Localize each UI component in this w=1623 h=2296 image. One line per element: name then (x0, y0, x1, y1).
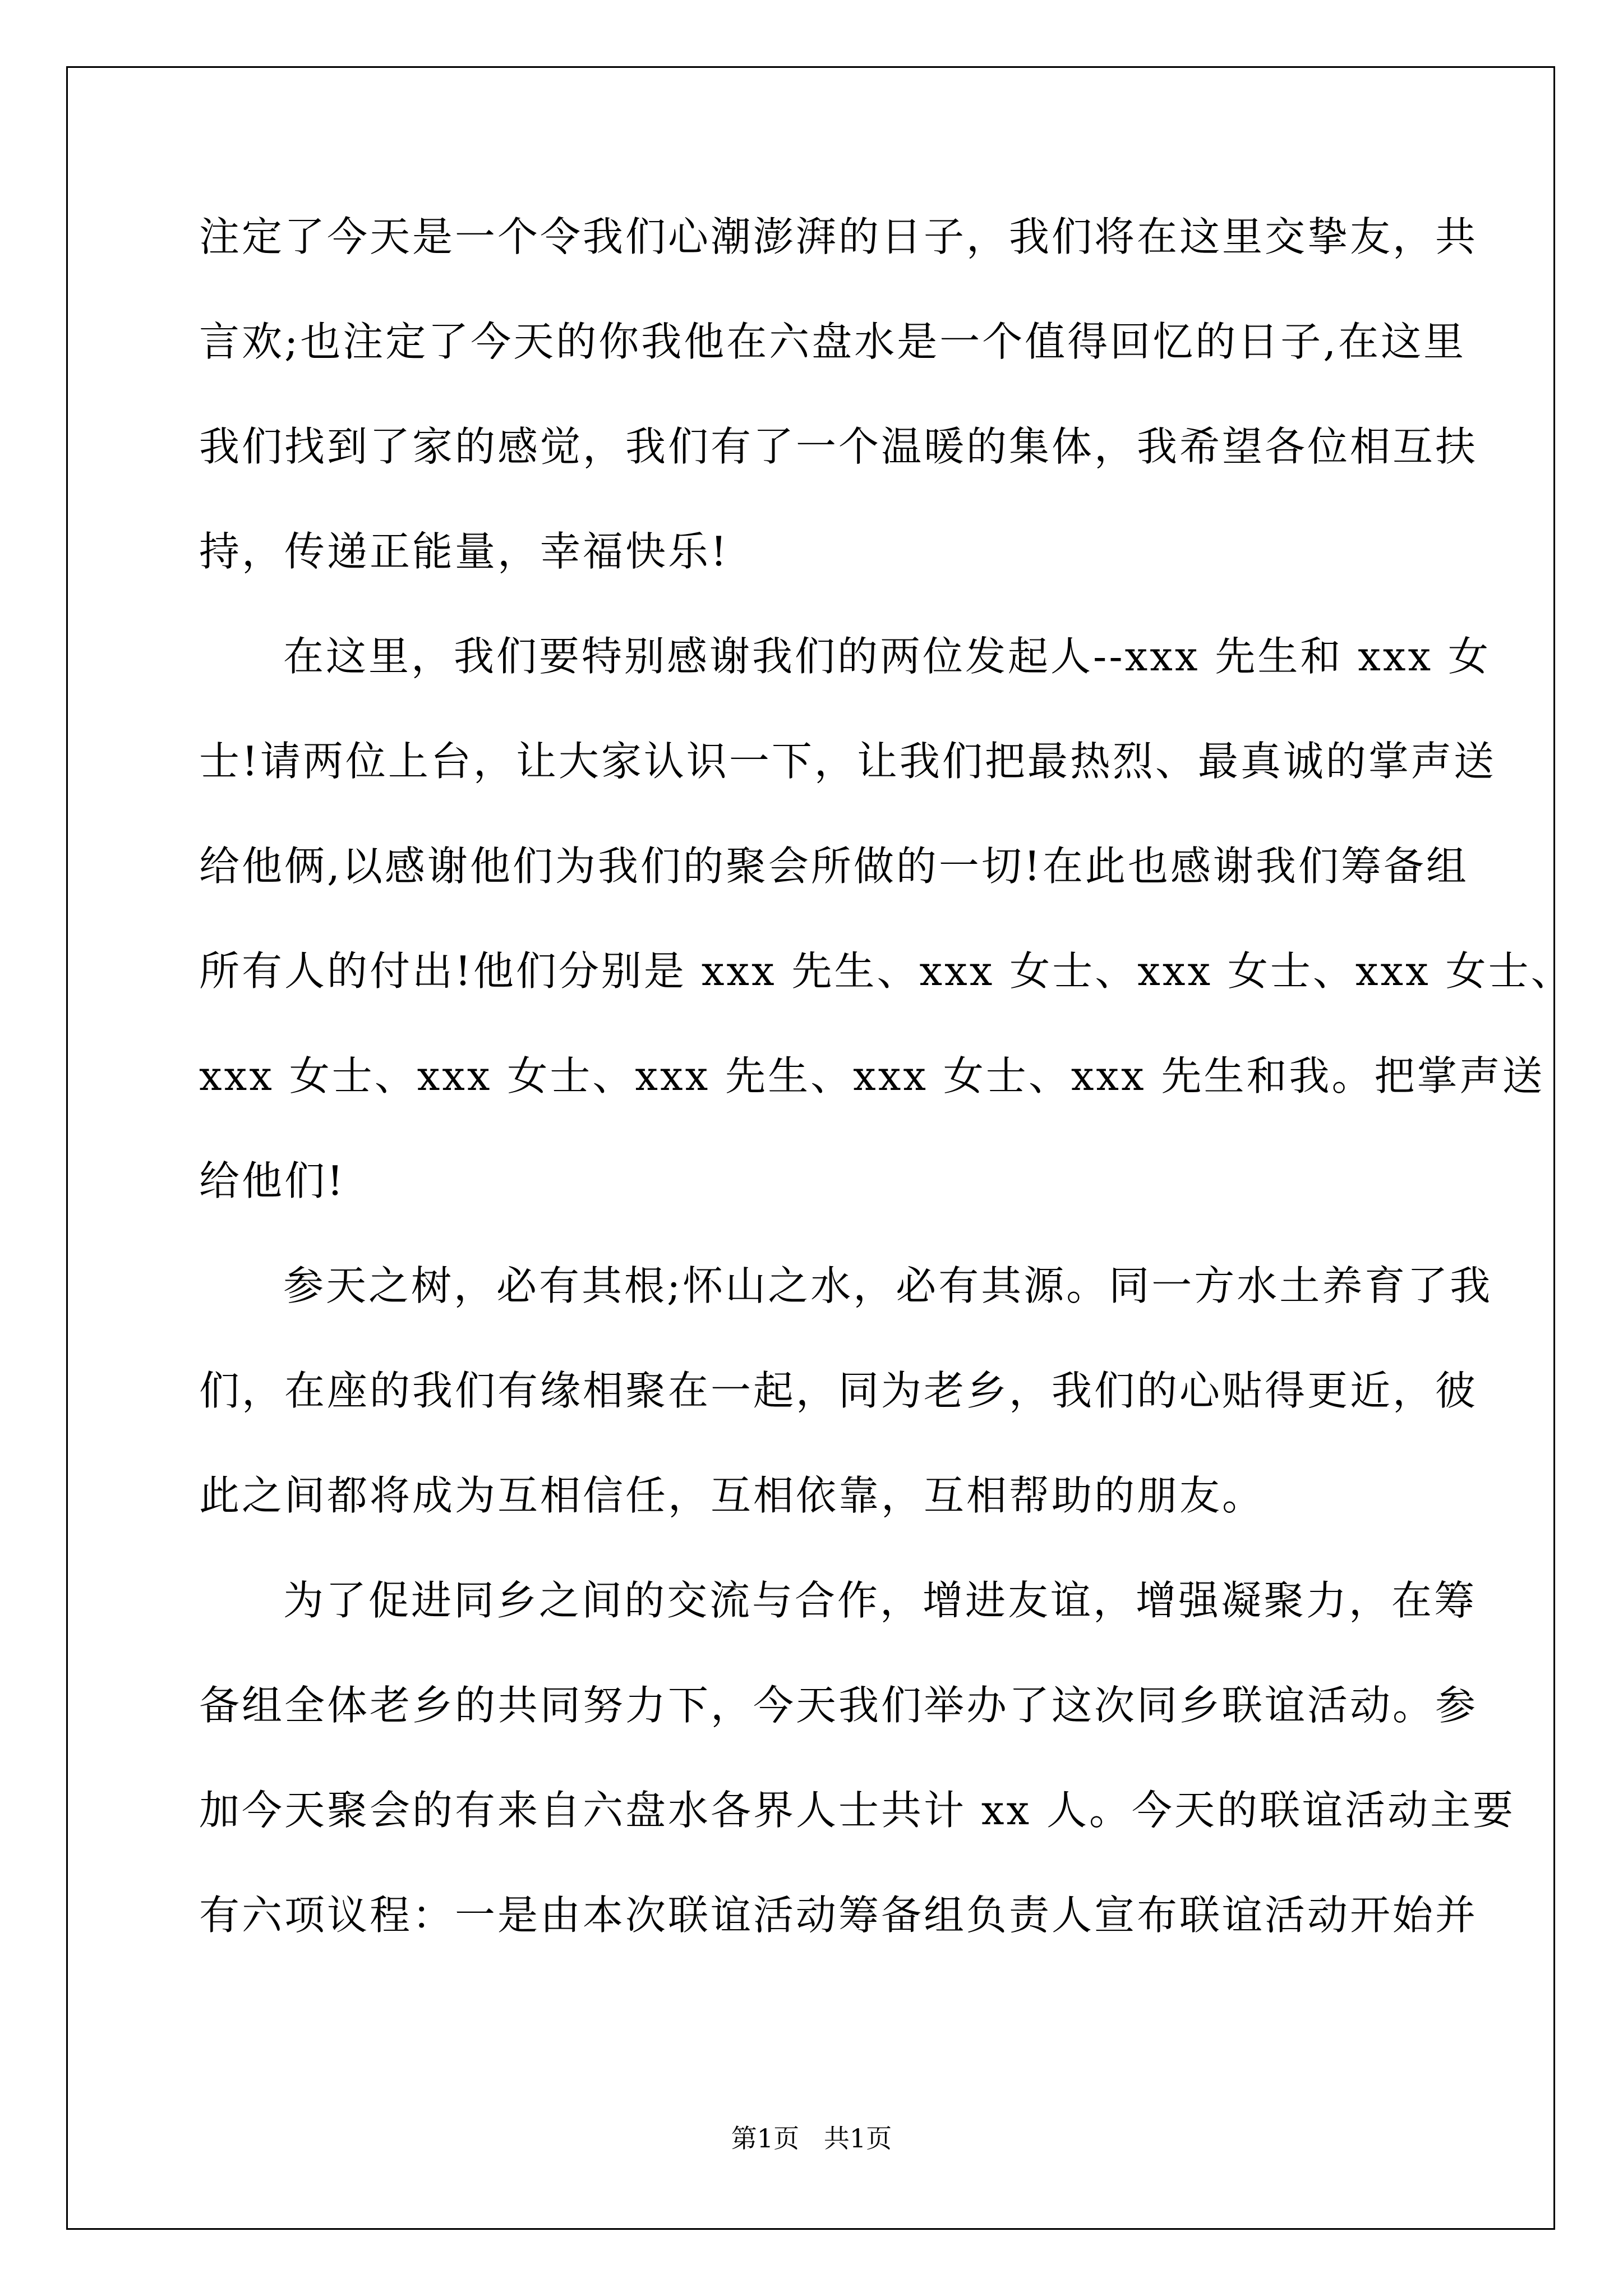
text-line: 我们找到了家的感觉，我们有了一个温暖的集体，我希望各位相互扶 (199, 423, 1478, 470)
text-line: 言欢;也注定了今天的你我他在六盘水是一个值得回忆的日子,在这里 (199, 318, 1467, 365)
text-line: 此之间都将成为互相信任，互相依靠，互相帮助的朋友。 (199, 1472, 1265, 1519)
text-line: 所有人的付出!他们分别是 xxx 先生、xxx 女士、xxx 女士、xxx 女士、 (199, 947, 1574, 995)
text-line: 有六项议程：一是由本次联谊活动筹备组负责人宣布联谊活动开始并 (199, 1892, 1478, 1939)
text-line: 注定了今天是一个令我们心潮澎湃的日子，我们将在这里交挚友，共 (199, 213, 1478, 260)
text-line: 士!请两位上台，让大家认识一下，让我们把最热烈、最真诚的掌声送 (199, 738, 1496, 785)
text-line: 给他们! (199, 1157, 345, 1204)
text-line: 备组全体老乡的共同努力下，今天我们举办了这次同乡联谊活动。参 (199, 1682, 1478, 1729)
text-line: 持，传递正能量，幸福快乐! (199, 528, 729, 575)
text-line: 们，在座的我们有缘相聚在一起，同为老乡，我们的心贴得更近，彼 (199, 1367, 1478, 1414)
page-footer: 第1页 共1页 (731, 2123, 892, 2154)
text-line: 加今天聚会的有来自六盘水各界人士共计 xx 人。今天的联谊活动主要 (199, 1787, 1515, 1834)
text-line: 为了促进同乡之间的交流与合作，增进友谊，增强凝聚力，在筹 (283, 1577, 1477, 1624)
text-line: 在这里，我们要特别感谢我们的两位发起人--xxx 先生和 xxx 女 (283, 633, 1491, 680)
text-line: 参天之树，必有其根;怀山之水，必有其源。同一方水土养育了我 (283, 1262, 1493, 1309)
text-line: 给他俩,以感谢他们为我们的聚会所做的一切!在此也感谢我们筹备组 (199, 843, 1469, 890)
text-line: xxx 女士、xxx 女士、xxx 先生、xxx 女士、xxx 先生和我。把掌声送 (199, 1052, 1545, 1099)
